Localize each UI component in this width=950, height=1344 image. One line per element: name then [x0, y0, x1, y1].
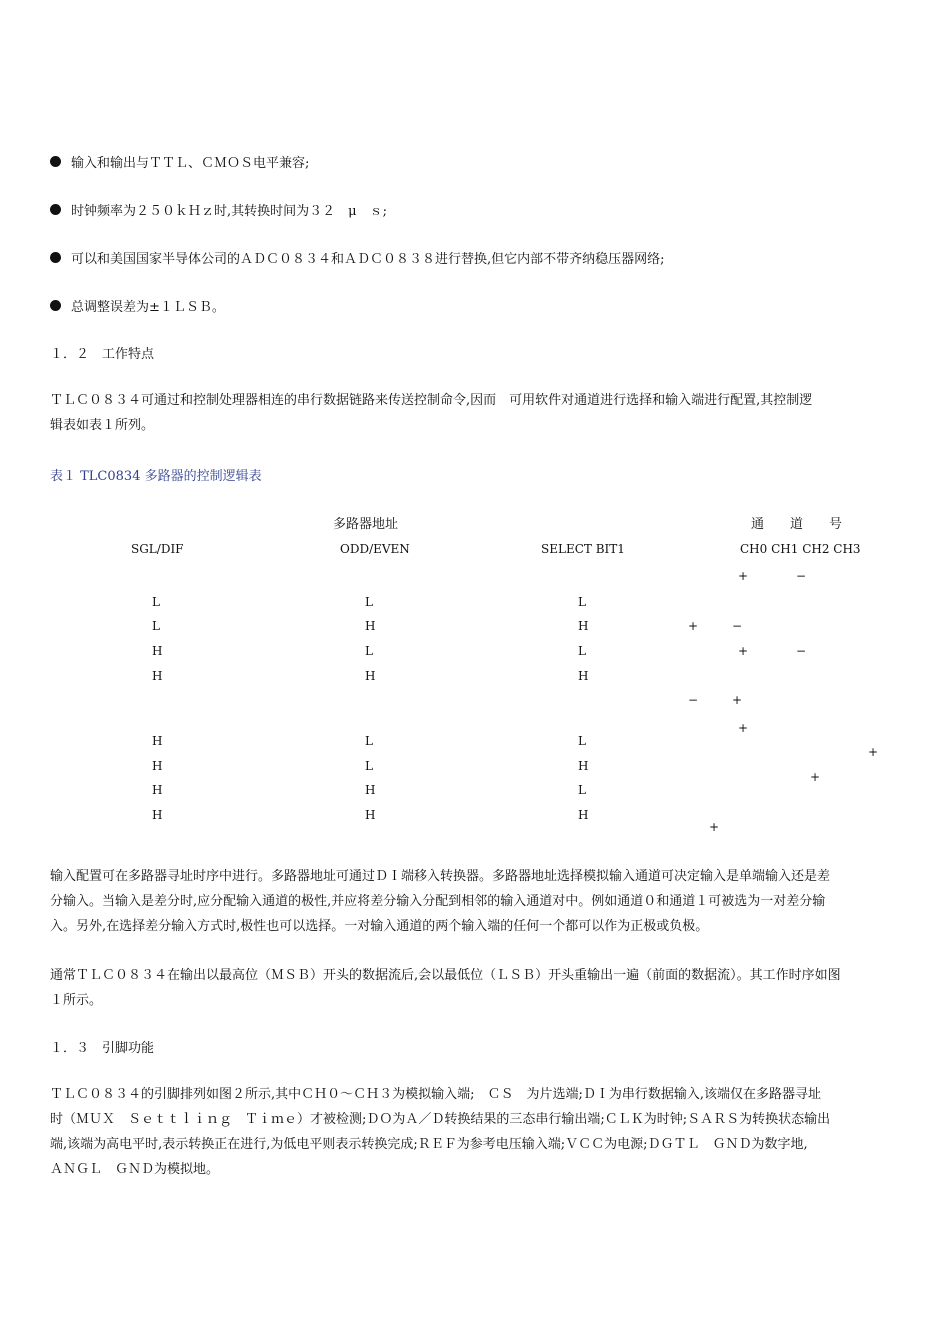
bullet-item: [50, 200, 387, 219]
bullet-dot-icon: [50, 204, 61, 215]
column-header-sgl-dif: SGL/DIF: [131, 542, 184, 556]
table-caption: 表１ TLC0834 多路器的控制逻辑表: [50, 469, 262, 484]
channel-polarity-mark: +: [738, 721, 749, 735]
cell-sgl-dif: L: [152, 595, 160, 609]
channel-polarity-mark: −: [796, 644, 807, 658]
cell-select-bit1: L: [578, 595, 586, 609]
bullet-text: 可以和美国国家半导体公司的ＡＤＣ０８３４和ＡＤＣ０８３８进行替换,但它内部不带齐纳稳压器网络;: [71, 252, 665, 267]
column-header-select-bit1: SELECT BIT1: [541, 542, 625, 556]
cell-odd-even: L: [365, 734, 373, 748]
paragraph-line: 入。另外,在选择差分输入方式时,极性也可以选择。一对输入通道的两个输入端的任何一个都可以作为正极或负极。: [50, 919, 709, 934]
bullet-text: 时钟频率为２５０ｋＨｚ时,其转换时间为３２ μ ｓ;: [71, 204, 387, 219]
paragraph-line: ＴＬＣ０８３４的引脚排列如图２所示,其中ＣＨ０～ＣＨ３为模拟输入端; ＣＳ 为片选端;ＤＩ为串行数据输入,该端仅在多路器寻址: [50, 1087, 822, 1102]
bullet-text: 输入和输出与ＴＴＬ、ＣＭＯＳ电平兼容;: [71, 156, 310, 171]
cell-select-bit1: L: [578, 644, 586, 658]
cell-select-bit1: H: [578, 808, 589, 822]
channel-polarity-mark: +: [738, 644, 749, 658]
cell-odd-even: L: [365, 595, 373, 609]
cell-select-bit1: H: [578, 669, 589, 683]
cell-odd-even: H: [365, 808, 376, 822]
paragraph-line: 分输入。当输入是差分时,应分配输入通道的极性,并应将差分输入分配到相邻的输入通道对中。例如通道０和通道１可被选为一对差分输: [50, 894, 826, 909]
section-heading-1-2: １．２ 工作特点: [50, 347, 155, 362]
bullet-dot-icon: [50, 156, 61, 167]
paragraph-line: ＡＮＧＬ ＧＮＤ为模拟地。: [50, 1162, 220, 1177]
channel-polarity-mark: +: [688, 619, 699, 633]
cell-sgl-dif: H: [152, 783, 163, 797]
channel-polarity-mark: +: [738, 569, 749, 583]
channel-polarity-mark: −: [688, 693, 699, 707]
channel-polarity-mark: −: [796, 569, 807, 583]
paragraph-line: ＴＬＣ０８３４可通过和控制处理器相连的串行数据链路来传送控制命令,因而 可用软件对通道进行选择和输入端进行配置,其控制逻: [50, 393, 813, 408]
mux-address-header: 多路器地址: [333, 517, 399, 532]
paragraph-line: 输入配置可在多路器寻址时序中进行。多路器地址可通过ＤＩ端移入转换器。多路器地址选择模拟输入通道可决定输入是单端输入还是差: [50, 869, 831, 884]
channel-polarity-mark: +: [868, 745, 879, 759]
cell-select-bit1: L: [578, 783, 586, 797]
channel-polarity-mark: +: [709, 820, 720, 834]
cell-odd-even: H: [365, 619, 376, 633]
channel-polarity-mark: −: [732, 619, 743, 633]
bullet-text: 总调整误差为±１ＬＳＢ。: [71, 300, 225, 315]
channel-polarity-mark: +: [732, 693, 743, 707]
cell-sgl-dif: H: [152, 759, 163, 773]
column-header-odd-even: ODD/EVEN: [340, 542, 410, 556]
paragraph-line: 通常ＴＬＣ０８３４在输出以最高位（ＭＳＢ）开头的数据流后,会以最低位（ＬＳＢ）开头重输出一遍（前面的数据流）。其工作时序如图: [50, 968, 841, 983]
bullet-item: [50, 296, 225, 315]
bullet-item: [50, 248, 665, 267]
bullet-dot-icon: [50, 300, 61, 311]
cell-odd-even: H: [365, 783, 376, 797]
cell-sgl-dif: L: [152, 619, 160, 633]
cell-sgl-dif: H: [152, 644, 163, 658]
column-header-channels: CH0 CH1 CH2 CH3: [740, 542, 861, 556]
paragraph-line: 辑表如表１所列。: [50, 418, 155, 433]
channel-number-header: 通 道 号: [751, 517, 843, 532]
cell-odd-even: L: [365, 759, 373, 773]
cell-sgl-dif: H: [152, 808, 163, 822]
paragraph-line: 端,该端为高电平时,表示转换正在进行,为低电平则表示转换完成;ＲＥＦ为参考电压输入端;ＶＣＣ为电源;ＤＧＴＬ ＧＮＤ为数字地,: [50, 1137, 808, 1152]
cell-odd-even: L: [365, 644, 373, 658]
bullet-dot-icon: [50, 252, 61, 263]
section-heading-1-3: １．３ 引脚功能: [50, 1041, 155, 1056]
cell-select-bit1: H: [578, 759, 589, 773]
cell-select-bit1: L: [578, 734, 586, 748]
cell-select-bit1: H: [578, 619, 589, 633]
cell-sgl-dif: H: [152, 669, 163, 683]
bullet-item: [50, 152, 309, 171]
channel-polarity-mark: +: [810, 770, 821, 784]
paragraph-line: １所示。: [50, 993, 103, 1008]
cell-odd-even: H: [365, 669, 376, 683]
paragraph-line: 时（ＭＵＸ Ｓｅｔｔｌｉｎｇ Ｔｉｍｅ）才被检测;ＤＯ为Ａ／Ｄ转换结果的三态串行输出端;ＣＬＫ为时钟;ＳＡＲＳ为转换状态输出: [50, 1112, 831, 1127]
cell-sgl-dif: H: [152, 734, 163, 748]
